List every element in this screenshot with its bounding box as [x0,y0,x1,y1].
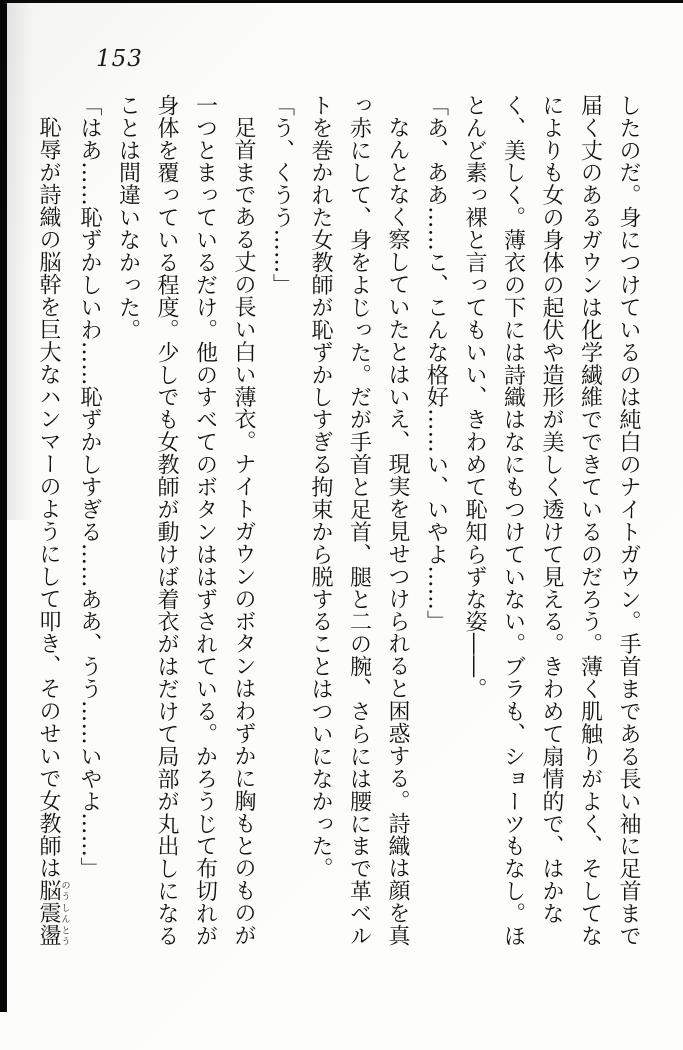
paragraph: なんとなく察していたとはいえ、現実を見せつけられると困惑する。詩織は顔を真っ赤にして、身をよじった。だが手首と足首、腿と二の腕、さらには腰にまで革ベルトを巻かれた女教師が恥ずかしすぎる拘束から脱することはついになかった。 [308,94,410,948]
scan-edge-left [0,0,7,1012]
paragraph: 「あ、ああ……こ、こんな格好……い、いやよ……」 [423,94,449,633]
scan-edge-top [0,0,683,3]
paragraph: 足首まである丈の長い白い薄衣。ナイトガウンのボタンはわずかに胸もとのものが一つとまっているだけ。他のすべてのボタンははずされている。かろうじて布切れが身体を覆っている程度。少しでも女教師が動けば着衣がはだけて局部が丸出しになることは間違いなかった。 [115,94,256,948]
paragraph: 恥辱が詩織の脳幹を巨大なハンマーのようにして叩き、そのせいで女教師は脳震盪のうしんとう [36,116,70,947]
ruby-annotated-word: 脳震盪のうしんとう [36,879,70,947]
paragraph: 「う、くうう……」 [269,94,295,297]
paragraph: したのだ。身につけているのは純白のナイトガウン。手首まである長い袖に足首まで届く丈のあるガウンは化学繊維でできているのだろう。薄く肌触りがよく、そしてなによりも女の身体の起伏や造形が美しく透けて見える。きわめて扇情的で、はかなく、美しく。薄衣の下には詩織はなにもつけていない。ブラも、ショーツもなし。ほとんど素っ裸と言ってもいい、きわめて恥知らずな姿――。 [462,94,641,948]
page-number: 153 [96,46,143,72]
paragraph: 「はあ……恥ずかしいわ……恥ずかしすぎる……ああ、うう……いやよ……」 [77,94,102,880]
text-block [29,94,648,948]
